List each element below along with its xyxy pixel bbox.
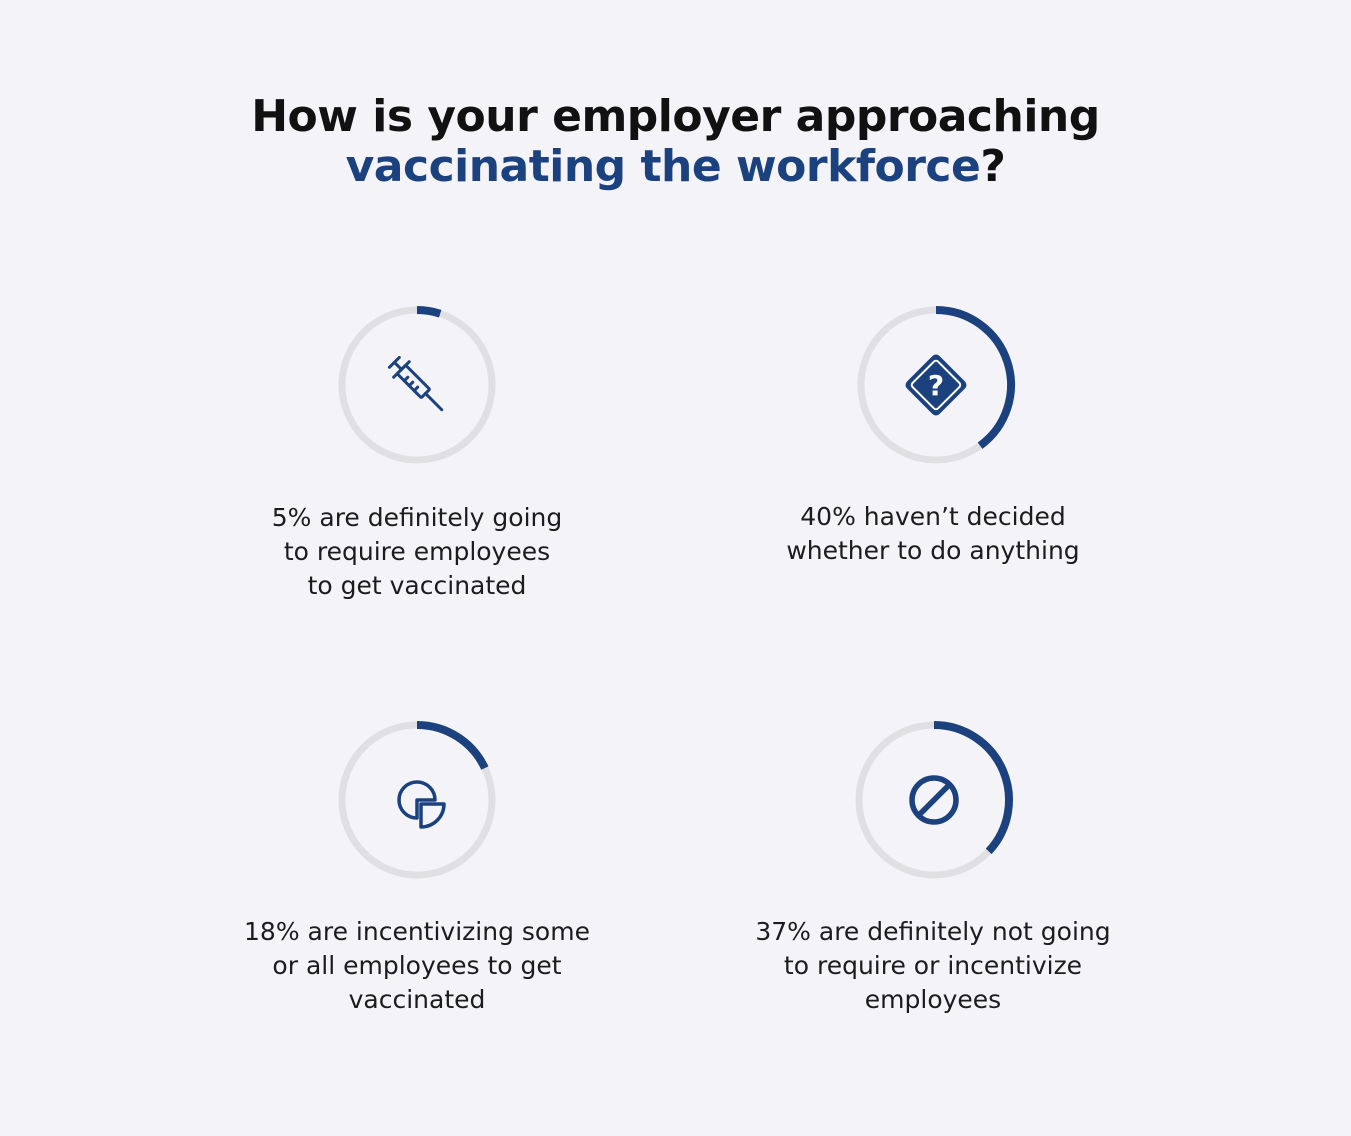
donut-arc-5-percent <box>417 310 440 314</box>
caption-incentivizing <box>207 915 627 1017</box>
caption-line: vaccinated <box>348 985 486 1014</box>
donut-undecided <box>856 305 1016 465</box>
caption-line: whether to do anything <box>786 536 1080 565</box>
caption-line: 40% haven’t decided <box>800 502 1066 531</box>
caption-line: or all employees to get <box>272 951 562 980</box>
caption-line: 5% are definitely going <box>271 503 563 532</box>
pie-chart-icon <box>377 760 457 840</box>
title-line-2 <box>0 142 1351 192</box>
caption-not-requiring <box>723 915 1143 1017</box>
caption-definitely-require <box>207 501 627 603</box>
prohibited-icon <box>894 760 974 840</box>
title-line-1: How is your employer approaching <box>251 91 1100 142</box>
caption-line: 18% are incentivizing some <box>244 917 590 946</box>
title-accent: vaccinating the workforce <box>345 141 981 192</box>
caption-line: to require employees <box>283 537 551 566</box>
caption-undecided <box>723 500 1143 568</box>
syringe-icon <box>377 345 457 425</box>
svg-text:?: ? <box>927 369 945 402</box>
caption-line: employees <box>864 985 1002 1014</box>
question-diamond-icon <box>896 345 976 425</box>
title-tail: ? <box>980 141 1006 192</box>
page-title <box>0 92 1351 192</box>
donut-not-requiring <box>854 720 1014 880</box>
caption-line: to require or incentivize <box>783 951 1083 980</box>
donut-syringe <box>337 305 497 465</box>
caption-line: to get vaccinated <box>307 571 527 600</box>
caption-line: 37% are definitely not going <box>755 917 1111 946</box>
donut-incentivizing <box>337 720 497 880</box>
